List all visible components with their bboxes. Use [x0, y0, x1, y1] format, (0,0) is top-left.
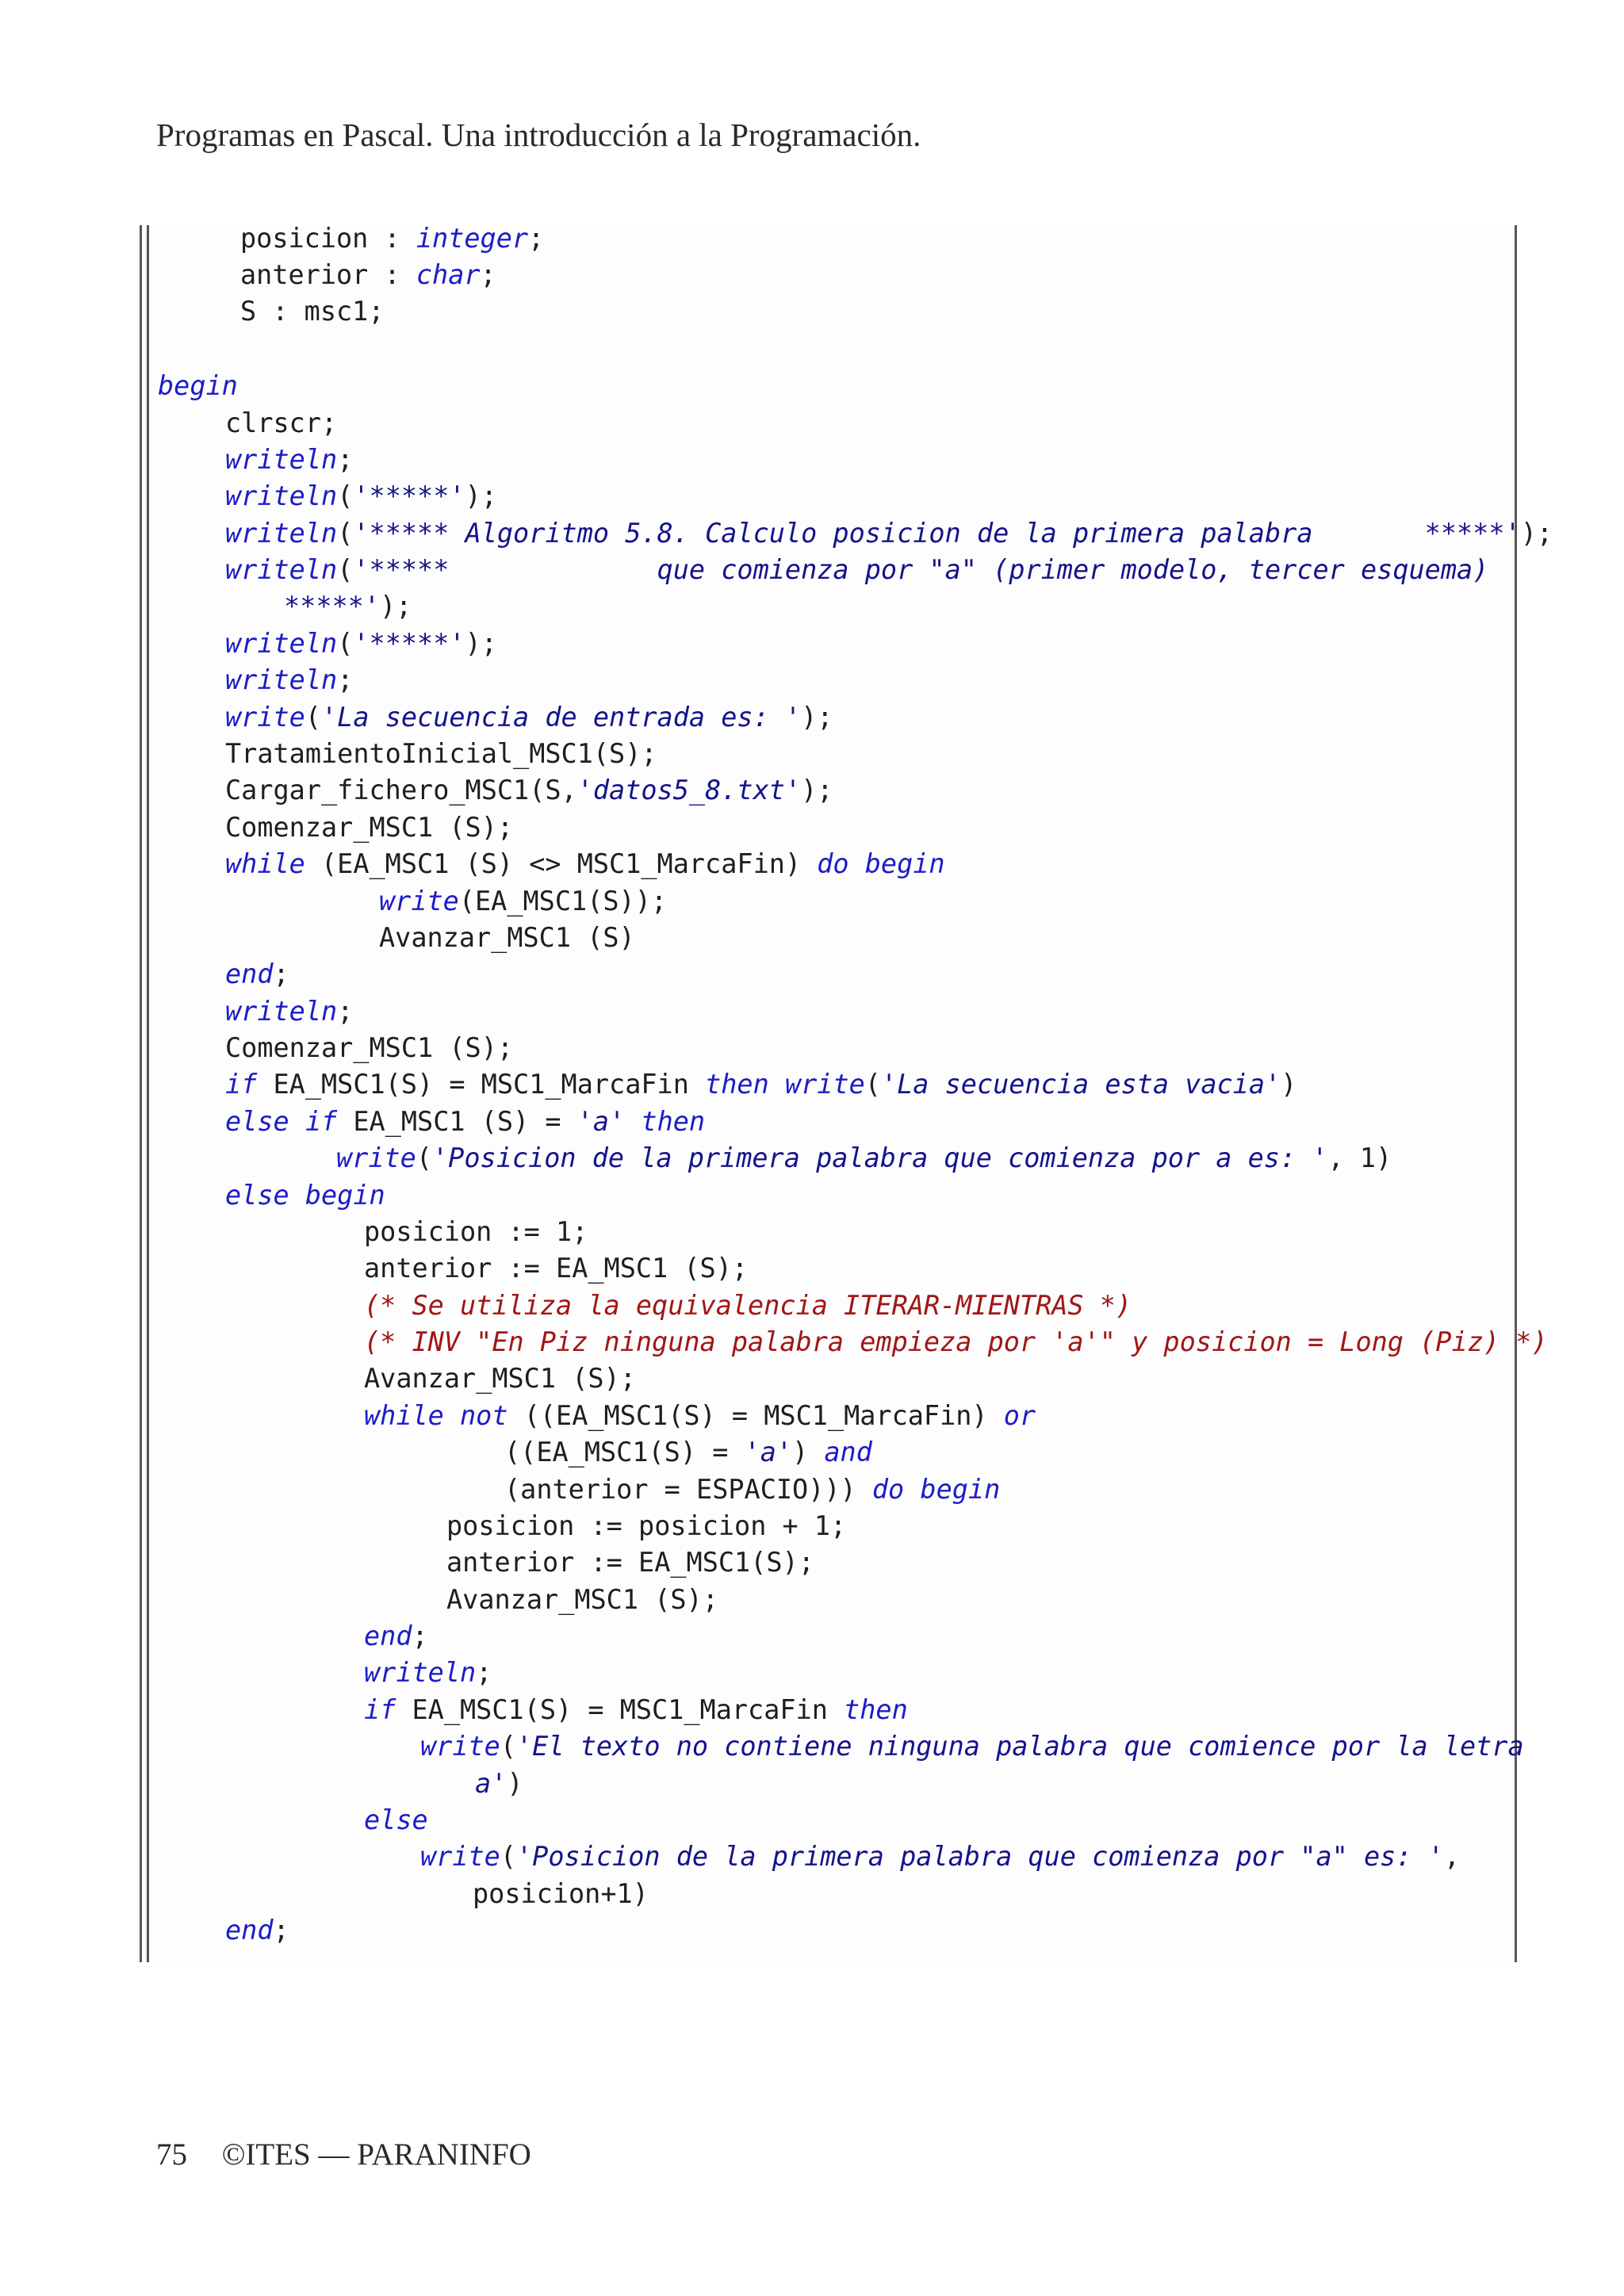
code-text: ): [792, 1437, 825, 1468]
code-keyword: while not: [364, 1400, 508, 1431]
code-keyword: else if: [225, 1106, 338, 1137]
code-line: [364, 1618, 428, 1655]
code-string: 'Posicion de la primera palabra que comienza por a es: ': [432, 1142, 1328, 1173]
code-keyword: writeln: [225, 628, 338, 659]
code-text: (: [337, 554, 354, 585]
code-keyword: while: [225, 848, 305, 879]
code-text: EA_MSC1(S) = MSC1_MarcaFin: [257, 1069, 706, 1100]
code-text: ,: [1443, 1841, 1460, 1872]
code-keyword: writeln: [364, 1657, 477, 1688]
code-line: [336, 1140, 1392, 1177]
code-line: [225, 515, 1553, 552]
code-text: (EA_MSC1(S));: [458, 886, 668, 916]
code-string: '*****': [353, 628, 465, 659]
code-string: '***** Algoritmo 5.8. Calculo posicion de la primera palabra *****': [353, 518, 1521, 549]
code-string: 'La secuencia de entrada es: ': [321, 702, 802, 733]
code-keyword: end: [364, 1621, 412, 1651]
code-line: [364, 1250, 748, 1287]
code-text: Avanzar_MSC1 (S): [379, 922, 635, 953]
code-line: [420, 1839, 1460, 1875]
code-text: ;: [337, 996, 354, 1027]
code-keyword: write: [336, 1142, 416, 1173]
code-line: [364, 1360, 636, 1397]
code-string: 'datos5_8.txt': [576, 775, 802, 806]
code-line: [225, 1066, 1297, 1103]
code-line: [475, 1766, 523, 1802]
code-string: 'a': [744, 1437, 793, 1468]
code-text: Comenzar_MSC1 (S);: [225, 812, 514, 843]
code-line: [225, 662, 353, 698]
code-line: [225, 1030, 513, 1066]
code-text: anterior :: [240, 259, 416, 290]
code-text: posicion+1): [473, 1878, 649, 1909]
code-string: 'El texto no contiene ninguna palabra que comience por la letra: [516, 1731, 1524, 1762]
code-text: (: [416, 1142, 433, 1173]
running-header: Programas en Pascal. Una introducción a la Programación.: [156, 117, 921, 153]
code-line: [225, 846, 945, 882]
code-keyword: or: [1003, 1400, 1036, 1431]
code-line: [364, 1655, 492, 1691]
code-keyword: write: [379, 886, 459, 916]
code-string: '*****': [353, 480, 465, 511]
code-text: ((EA_MSC1(S) = MSC1_MarcaFin): [508, 1400, 1004, 1431]
code-line: [225, 699, 833, 736]
code-line: [504, 1434, 872, 1471]
code-text: );: [380, 591, 412, 622]
code-line: [225, 956, 289, 993]
code-text: anterior := EA_MSC1 (S);: [364, 1253, 749, 1284]
code-keyword: writeln: [225, 444, 338, 475]
code-line: [225, 552, 1488, 588]
code-text: EA_MSC1(S) = MSC1_MarcaFin: [396, 1694, 845, 1725]
code-line: [225, 809, 513, 846]
code-text: (: [337, 518, 354, 549]
right-rule: [1515, 225, 1517, 1962]
code-text: );: [801, 702, 833, 733]
code-line: [225, 405, 337, 442]
code-keyword: writeln: [225, 518, 338, 549]
code-line: [446, 1544, 814, 1581]
code-line: [379, 920, 635, 956]
code-text: ;: [337, 444, 354, 475]
code-keyword: end: [225, 959, 274, 989]
code-text: posicion := posicion + 1;: [446, 1510, 847, 1541]
code-line: [225, 772, 833, 809]
code-keyword: if: [364, 1694, 396, 1725]
code-text: TratamientoInicial_MSC1(S);: [225, 738, 657, 769]
code-keyword: else: [364, 1804, 428, 1835]
code-text: Avanzar_MSC1 (S);: [446, 1584, 718, 1615]
code-text: S : msc1;: [240, 296, 385, 327]
code-keyword: write: [225, 702, 305, 733]
code-text: (: [337, 480, 354, 511]
code-text: ((EA_MSC1(S) =: [504, 1437, 745, 1468]
code-comment: (* INV "En Piz ninguna palabra empieza por 'a'" y posicion = Long (Piz) *): [364, 1326, 1548, 1357]
code-text: ;: [337, 664, 354, 695]
code-keyword: do begin: [871, 1474, 1001, 1505]
code-text: posicion := 1;: [364, 1216, 588, 1247]
copyright-notice: ©ITES — PARANINFO: [221, 2137, 531, 2172]
code-text: );: [465, 628, 497, 659]
code-keyword: do begin: [817, 848, 945, 879]
code-text: EA_MSC1 (S) =: [337, 1106, 577, 1137]
code-text: ;: [528, 223, 545, 254]
code-keyword: and: [824, 1437, 872, 1468]
code-line: [158, 368, 238, 404]
code-keyword: else begin: [225, 1180, 385, 1211]
code-string: a': [475, 1768, 508, 1799]
code-text: [625, 1106, 641, 1137]
code-line: [364, 1692, 908, 1728]
code-text: Cargar_fichero_MSC1(S,: [225, 775, 577, 806]
code-line: [225, 1912, 289, 1949]
code-comment: (* Se utiliza la equivalencia ITERAR-MIENTRAS *): [364, 1290, 1132, 1321]
page-footer: [156, 2137, 531, 2172]
code-keyword: write: [420, 1731, 500, 1762]
code-line: [420, 1728, 1524, 1765]
code-line: [225, 993, 353, 1030]
code-line: [446, 1508, 846, 1544]
code-string: *****': [284, 591, 381, 622]
code-keyword: then: [641, 1106, 706, 1137]
code-line: [225, 478, 497, 515]
code-string: 'a': [576, 1106, 626, 1137]
code-keyword: then: [705, 1069, 769, 1100]
code-string: '***** que comienza por "a" (primer modelo, tercer esquema): [353, 554, 1489, 585]
code-text: (: [500, 1841, 517, 1872]
code-text: , 1): [1327, 1142, 1392, 1173]
code-text: anterior := EA_MSC1(S);: [446, 1547, 814, 1578]
code-line: [284, 588, 412, 625]
code-text: Avanzar_MSC1 (S);: [364, 1363, 636, 1394]
code-text: ;: [412, 1621, 428, 1651]
code-keyword: write: [784, 1069, 865, 1100]
code-text: ): [1281, 1069, 1297, 1100]
code-keyword: writeln: [225, 996, 338, 1027]
code-keyword: writeln: [225, 664, 338, 695]
code-text: );: [1520, 518, 1553, 549]
code-line: [240, 293, 385, 330]
left-double-rule-inner: [147, 225, 149, 1962]
code-line: [225, 736, 657, 772]
code-text: ;: [480, 259, 496, 290]
code-line: [225, 1104, 705, 1140]
code-line: [446, 1582, 718, 1618]
code-keyword: char: [416, 259, 481, 290]
code-text: posicion :: [240, 223, 416, 254]
code-text: clrscr;: [225, 408, 338, 438]
code-line: [364, 1398, 1036, 1434]
code-string: 'La secuencia esta vacia': [880, 1069, 1281, 1100]
code-line: [364, 1288, 1132, 1324]
code-line: [364, 1324, 1547, 1360]
code-text: (: [864, 1069, 881, 1100]
code-text: ): [507, 1768, 523, 1799]
code-keyword: then: [844, 1694, 908, 1725]
code-line: [504, 1471, 1000, 1508]
code-line: [473, 1876, 649, 1912]
code-text: (: [500, 1731, 517, 1762]
code-line: [240, 257, 496, 293]
code-text: [769, 1069, 785, 1100]
code-keyword: writeln: [225, 554, 338, 585]
code-keyword: integer: [416, 223, 529, 254]
code-text: ;: [273, 959, 289, 989]
page-number: 75: [156, 2137, 187, 2172]
code-text: (: [337, 628, 354, 659]
code-text: );: [801, 775, 833, 806]
code-keyword: begin: [158, 370, 238, 401]
code-line: [379, 883, 667, 920]
code-line: [225, 626, 497, 662]
code-keyword: if: [225, 1069, 258, 1100]
code-keyword: writeln: [225, 480, 338, 511]
code-text: (anterior = ESPACIO))): [504, 1474, 872, 1505]
code-string: 'Posicion de la primera palabra que comienza por "a" es: ': [516, 1841, 1444, 1872]
code-line: [364, 1802, 428, 1839]
code-line: [240, 220, 544, 257]
left-double-rule-outer: [140, 225, 142, 1962]
code-text: (: [304, 702, 322, 733]
code-text: ;: [476, 1657, 492, 1688]
code-text: Comenzar_MSC1 (S);: [225, 1032, 514, 1063]
code-line: [225, 442, 353, 478]
code-text: ;: [273, 1915, 289, 1946]
code-text: (EA_MSC1 (S) <> MSC1_MarcaFin): [304, 848, 818, 879]
code-keyword: write: [420, 1841, 500, 1872]
code-keyword: end: [225, 1915, 274, 1946]
code-line: [225, 1177, 385, 1214]
code-line: [364, 1214, 588, 1250]
code-text: );: [465, 480, 497, 511]
